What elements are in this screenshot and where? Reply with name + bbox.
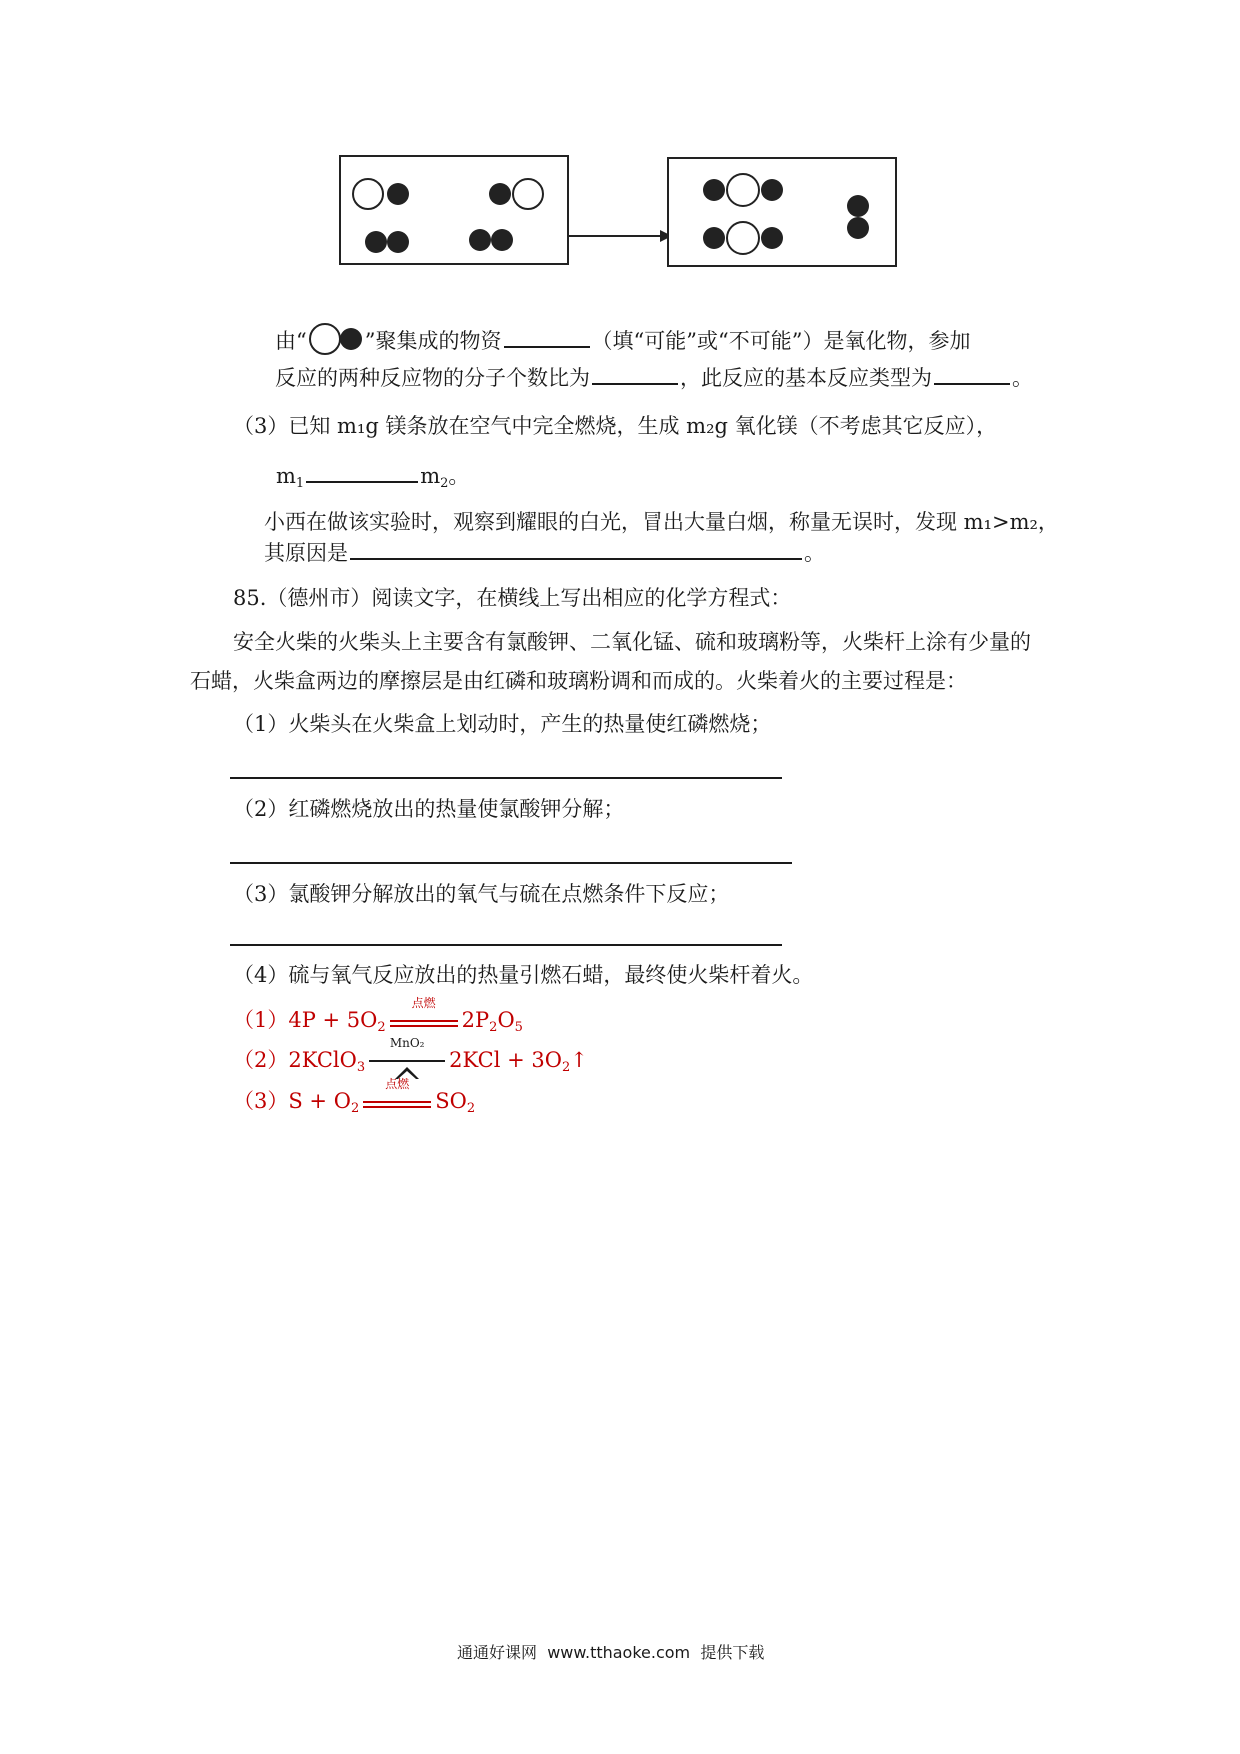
reason-label: 其原因是 (264, 541, 348, 565)
answer-line-3[interactable] (230, 944, 782, 946)
answer-blank-reaction-type[interactable] (934, 365, 1010, 385)
q84-text-start: 由“ (275, 329, 307, 353)
m2-symbol: m (420, 464, 441, 488)
answer-equation-2 (233, 1035, 588, 1076)
m1-subscript: 1 (295, 476, 305, 491)
answer-1-label: （1） (233, 1008, 289, 1032)
q84-text-end: （填“可能”或“不可能”）是氧化物，参加 (591, 329, 971, 353)
answer-blank-compare[interactable] (306, 463, 418, 483)
answer-3-product-sub: 2 (466, 1101, 476, 1116)
condition-label: 点燃 (411, 995, 436, 1010)
answer-1-product: 2P (461, 1008, 490, 1032)
condition-ignite (390, 995, 458, 1036)
reaction-diagram (330, 150, 900, 275)
answer-3-sub: 2 (350, 1101, 360, 1116)
condition-label: 点燃 (385, 1076, 410, 1091)
answer-blank-reason[interactable] (350, 540, 802, 560)
q84-type-text: ，此反应的基本反应类型为 (680, 366, 932, 390)
answer-line-2[interactable] (230, 862, 792, 864)
answer-1-sub: 2 (377, 1020, 386, 1035)
condition-ignite (363, 1076, 431, 1117)
answer-1-product-sub2: 5 (514, 1020, 523, 1035)
q85-item3: （3）氯酸钾分解放出的氧气与硫在点燃条件下反应； (233, 882, 730, 906)
answer-1-product-o: O (497, 1008, 515, 1032)
q84-line1 (275, 322, 970, 356)
answer-3-label: （3） (233, 1089, 289, 1113)
answer-1-product-sub1: 2 (489, 1020, 498, 1035)
q84-observation: 小西在做该实验时，观察到耀眼的白光，冒出大量白烟，称量无误时，发现 m₁>m₂， (264, 510, 1059, 534)
reason-period: 。 (804, 541, 825, 565)
answer-2-reactant: 2KClO (288, 1048, 357, 1072)
answer-equation-3 (233, 1076, 476, 1117)
answer-3-product: SO (435, 1089, 467, 1113)
q85-item2: （2）红磷燃烧放出的热量使氯酸钾分解； (233, 797, 625, 821)
page-footer (457, 1640, 764, 1663)
m1-symbol: m (276, 464, 296, 488)
answer-2-product-sub: 2 (561, 1060, 571, 1075)
q84-reason-line (264, 539, 825, 567)
m2-subscript: 2 (440, 476, 449, 491)
gas-arrow-icon: ↑ (570, 1048, 588, 1072)
answer-2-label: （2） (233, 1048, 289, 1072)
q84-compare-line (276, 462, 469, 490)
compare-period: 。 (448, 464, 470, 488)
q85-item1: （1）火柴头在火柴盒上划动时，产生的热量使红磷燃烧； (233, 712, 772, 736)
q85-paragraph-line1: 安全火柴的火柴头上主要含有氯酸钾、二氧化锰、硫和玻璃粉等，火柴杆上涂有少量的 (233, 630, 1031, 654)
q85-paragraph-line2: 石蜡，火柴盒两边的摩擦层是由红磷和玻璃粉调和而成的。火柴着火的主要过程是： (190, 669, 967, 693)
answer-equation-1 (233, 995, 523, 1036)
q85-title: 85.（德州市）阅读文字，在横线上写出相应的化学方程式： (233, 586, 792, 610)
answer-2-products: 2KCl + 3O (449, 1048, 562, 1072)
footer-url[interactable]: www.tthaoke.com (547, 1643, 691, 1662)
reactant-molecule-co (489, 179, 543, 209)
q85-item4: （4）硫与氧气反应放出的热量引燃石蜡，最终使火柴杆着火。 (233, 963, 814, 987)
catalyst-label: MnO₂ (389, 1035, 425, 1050)
footer-site-name: 通通好课网 (457, 1643, 538, 1662)
answer-line-1[interactable] (230, 777, 782, 779)
footer-suffix: 提供下载 (700, 1643, 765, 1662)
co-molecule-icon (307, 322, 365, 356)
q84-period: 。 (1012, 366, 1033, 390)
q84-part3: （3）已知 m₁g 镁条放在空气中完全燃烧，生成 m₂g 氧化镁（不考虑其它反应）， (233, 414, 998, 438)
answer-2-sub: 3 (356, 1060, 366, 1075)
condition-catalyst-heat (369, 1035, 445, 1076)
answer-blank-oxide[interactable] (504, 328, 590, 348)
q84-ratio-text: 反应的两种反应物的分子个数比为 (275, 366, 590, 390)
answer-blank-ratio[interactable] (592, 365, 678, 385)
answer-3-reactants: S + O (288, 1089, 351, 1113)
q84-text-mid: ”聚集成的物资 (364, 329, 502, 353)
answer-1-reactants: 4P + 5O (288, 1008, 378, 1032)
q84-line2 (275, 364, 1033, 392)
